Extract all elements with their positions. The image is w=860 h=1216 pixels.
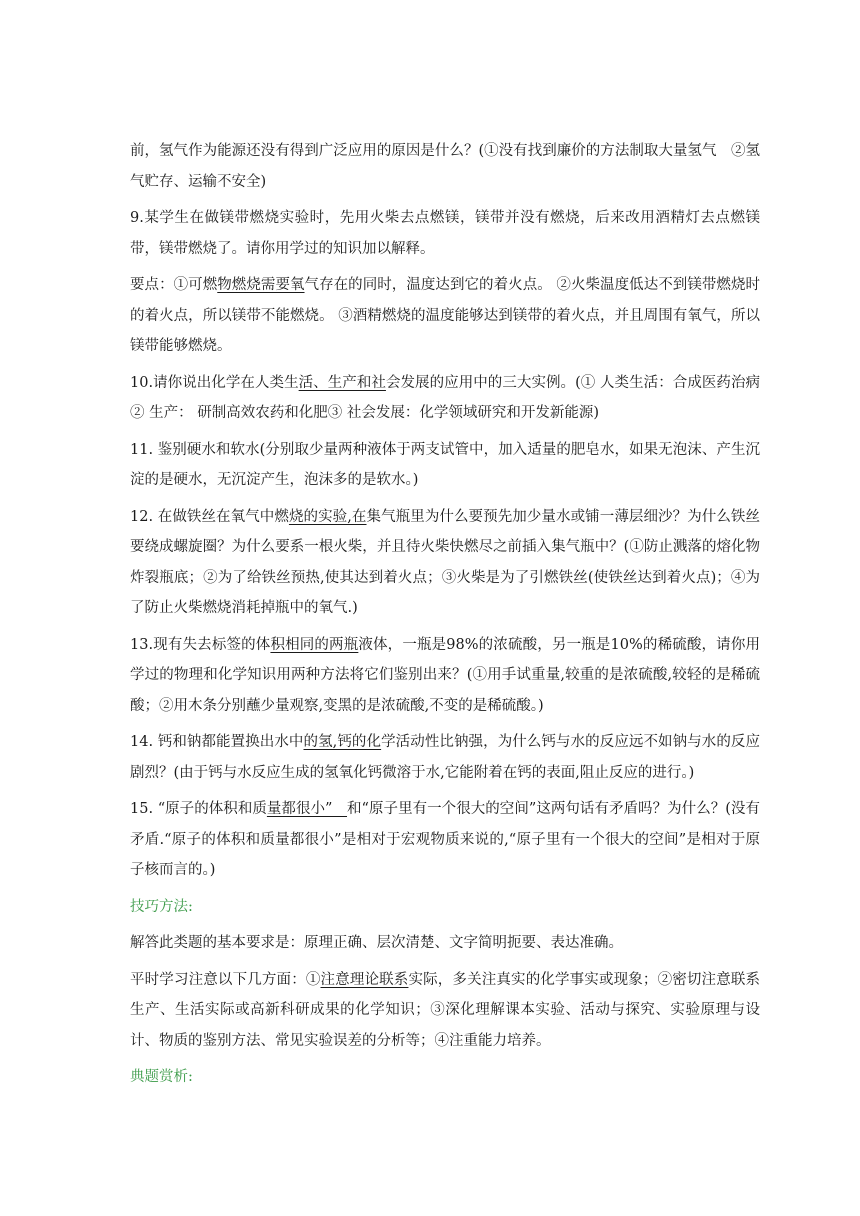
paragraph-text: 实际，多关注真实的化学事实或现象；②密切注意联系生产、生活实际或高新科研成果的化学知识；③深化理解课本实验、活动与探究、实验原理与设计、物质的鉴别方法、常见实验误差的分析等；④注重能力培养。	[130, 971, 761, 1049]
question-text: 14. 钙和钠都能置换出水中	[130, 734, 304, 750]
question-13	[130, 630, 760, 722]
underlined-text: 烧的实验,在	[288, 508, 367, 525]
question-text: 15. “原子的体积和质	[130, 801, 267, 817]
question-14	[130, 727, 760, 788]
paragraph-hydrogen-energy	[130, 136, 760, 197]
underlined-text: 活、生产和社	[298, 374, 386, 391]
question-9	[130, 203, 760, 264]
question-text: 11. 鉴别硬水和软水(分别取少量两种液体于两支试管中，加入适量的肥皂水，如果无泡沫、产生沉淀的是硬水，无沉淀产生，泡沫多的是软水。)	[130, 441, 760, 488]
question-11	[130, 435, 760, 496]
answer-text: 要点：①可燃	[130, 277, 218, 293]
question-9-answer	[130, 270, 760, 362]
paragraph-text: 解答此类题的基本要求是：原理正确、层次清楚、文字简明扼要、表达准确。	[130, 935, 623, 951]
heading-text: 技巧方法:	[130, 898, 193, 915]
techniques-requirements	[130, 928, 760, 959]
techniques-study-tips	[130, 965, 760, 1057]
paragraph-text: 前，氢气作为能源还没有得到广泛应用的原因是什么？(①没有找到廉价的方法制取大量氢气 ②氢气贮存、运输不安全)	[130, 143, 760, 190]
heading-text: 典题赏析:	[130, 1069, 193, 1085]
underlined-text: 积相同的两瓶	[270, 636, 359, 653]
question-text: 13.现有失去标签的体	[130, 636, 271, 653]
underlined-text: 物燃烧需要氧	[217, 277, 305, 293]
question-text: 10.请你说出化学在人类生	[130, 374, 299, 391]
question-text: 学活动性比钠强，为什么钙与水的反应远不如钠与水的反应剧烈？(由于钙与水反应生成的氢氧化钙微溶于水,它能附着在钙的表面,阻止反应的进行。)	[130, 734, 761, 781]
section-heading-examples	[130, 1062, 760, 1093]
question-text: 会发展的应用中的三大实例。(① 人类生活：合成医药治病② 生产： 研制高效农药和化肥③ 社会发展：化学领域研究和开发新能源)	[130, 374, 761, 421]
underlined-text: 注意理论联系	[320, 971, 409, 988]
question-15	[130, 794, 760, 886]
question-text: 和“原子里有一个很大的空间”这两句话有矛盾吗？为什么？(没有矛盾.“原子的体积和质量都很小”是相对于宏观物质来说的,“原子里有一个很大的空间”是相对于原子核而言的。)	[130, 801, 760, 878]
paragraph-text: 平时学习注意以下几方面：①	[130, 971, 321, 988]
question-text: 12. 在做铁丝在氧气中燃	[130, 508, 289, 525]
underlined-text: 量都很小”	[266, 801, 348, 817]
answer-text: 气存在的同时，温度达到它的着火点。 ②火柴温度低达不到镁带燃烧时的着火点，所以镁带不能燃烧。 ③酒精燃烧的温度能够达到镁带的着火点，并且周围有氧气，所以镁带能够燃烧。	[130, 277, 761, 354]
section-heading-techniques	[130, 892, 760, 923]
question-text: 液体，一瓶是98%的浓硫酸，另一瓶是10%的稀硫酸，请你用学过的物理和化学知识用两种方法将它们鉴别出来？(①用手试重量,较重的是浓硫酸,较轻的是稀硫酸；②用木条分别蘸少量观察,变黑的是浓硫酸,不变的是稀硫酸。)	[130, 636, 760, 714]
question-text: 集气瓶里为什么要预先加少量水或铺一薄层细沙？为什么铁丝要绕成螺旋圈？为什么要系一根火柴，并且待火柴快燃尽之前插入集气瓶中？(①防止溅落的熔化物炸裂瓶底；②为了给铁丝预热,使其达到着火点；③火柴是为了引燃铁丝(使铁丝达到着火点)；④为了防止火柴燃烧消耗掉瓶中的氧气.)	[130, 508, 761, 616]
question-10	[130, 368, 760, 429]
question-text: 9.某学生在做镁带燃烧实验时，先用火柴去点燃镁，镁带并没有燃烧，后来改用酒精灯去点燃镁带，镁带燃烧了。请你用学过的知识加以解释。	[130, 210, 760, 257]
question-12	[130, 502, 760, 624]
underlined-text: 的氢,钙的化	[303, 734, 382, 750]
